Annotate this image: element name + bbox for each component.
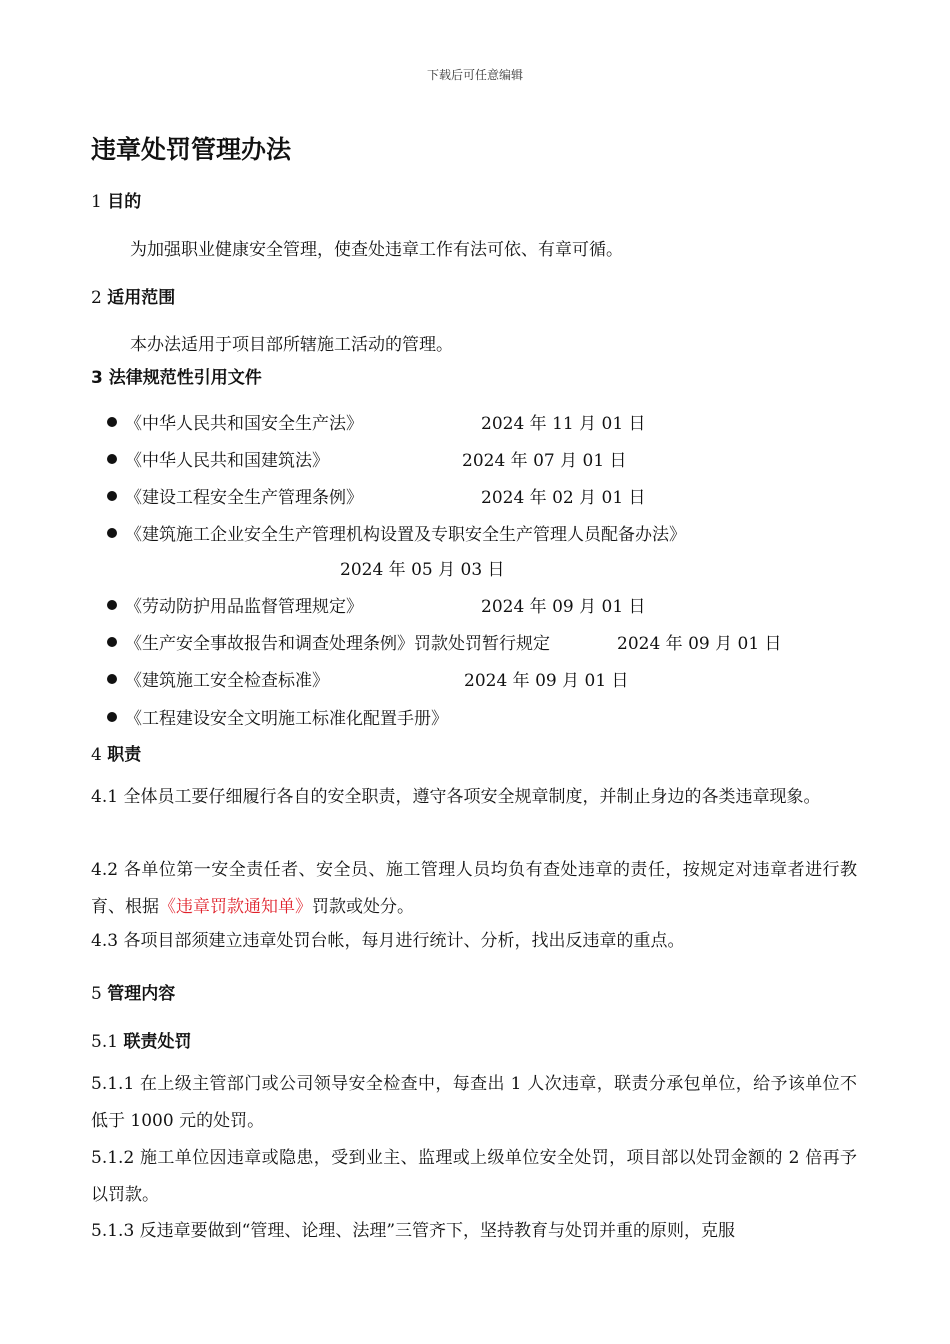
section-1-number: 1 [91, 192, 102, 212]
section-5-title: 管理内容 [107, 984, 176, 1004]
reference-date: 2024 年 09 月 01 日 [464, 671, 629, 691]
reference-name: 《劳动防护用品监督管理规定》 [125, 597, 363, 617]
paragraph-5-1-2: 5.1.2 施工单位因违章或隐患，受到业主、监理或上级单位安全处罚，项目部以处罚金额的 2 倍再予以罚款。 [91, 1148, 857, 1205]
paragraph-4-2-tail: 罚款或处分。 [312, 897, 414, 917]
reference-item [107, 520, 686, 580]
paragraph-4-3: 4.3 各项目部须建立违章处罚台帐，每月进行统计、分析，找出反违章的重点。 [91, 931, 685, 951]
penalty-notice-reference: 《违章罚款通知单》 [159, 897, 312, 917]
section-3-heading [91, 363, 262, 388]
section-5-1-title: 联责处罚 [123, 1032, 192, 1052]
reference-item [107, 446, 627, 471]
bullet-icon [107, 600, 117, 610]
reference-name: 《生产安全事故报告和调查处理条例》罚款处罚暂行规定 [125, 634, 550, 654]
section-5-number: 5 [91, 984, 102, 1004]
section-4-title: 职责 [107, 745, 142, 765]
section-4-heading [91, 740, 141, 765]
reference-name: 《工程建设安全文明施工标准化配置手册》 [125, 709, 448, 729]
section-5-1-number: 5.1 [91, 1032, 119, 1052]
section-3-title: 3 法律规范性引用文件 [91, 368, 262, 388]
section-4-number: 4 [91, 745, 102, 765]
paragraph-4-2-text: 4.2 各单位第一安全责任者、安全员、施工管理人员均负有查处违章的责任，按规定对违章者进行教育、根据 [91, 860, 858, 917]
reference-name: 《中华人民共和国安全生产法》 [125, 414, 363, 434]
section-2-heading [91, 283, 175, 308]
bullet-icon [107, 674, 117, 684]
paragraph-5-1-3: 5.1.3 反违章要做到“管理、论理、法理”三管齐下，坚持教育与处罚并重的原则，克服 [91, 1221, 736, 1241]
reference-date: 2024 年 02 月 01 日 [481, 488, 646, 508]
reference-name: 《建筑施工安全检查标准》 [125, 671, 329, 691]
bullet-icon [107, 637, 117, 647]
bullet-icon [107, 454, 117, 464]
reference-item [107, 704, 448, 729]
reference-name: 《建设工程安全生产管理条例》 [125, 488, 363, 508]
bullet-icon [107, 528, 117, 538]
paragraph-5-1-1: 5.1.1 在上级主管部门或公司领导安全检查中，每查出 1 人次违章，联责分承包单位，给予该单位不低于 1000 元的处罚。 [91, 1074, 857, 1131]
reference-item [107, 592, 646, 617]
reference-name: 《中华人民共和国建筑法》 [125, 451, 329, 471]
reference-item [107, 666, 629, 691]
page-header: 下载后可任意编辑 [426, 68, 523, 82]
section-1-heading [91, 187, 141, 212]
bullet-icon [107, 417, 117, 427]
reference-date: 2024 年 09 月 01 日 [481, 597, 646, 617]
reference-item [107, 483, 646, 508]
bullet-icon [107, 491, 117, 501]
reference-item [107, 629, 782, 654]
section-2-number: 2 [91, 288, 102, 308]
paragraph-4-1: 4.1 全体员工要仔细履行各自的安全职责，遵守各项安全规章制度，并制止身边的各类违章现象。 [91, 787, 821, 807]
paragraph-4-2 [91, 852, 857, 926]
section-5-heading [91, 979, 175, 1004]
reference-item [107, 409, 646, 434]
reference-date: 2024 年 09 月 01 日 [617, 634, 782, 654]
section-1-title: 目的 [107, 192, 142, 212]
section-2-title: 适用范围 [107, 288, 176, 308]
section-1-text: 为加强职业健康安全管理，使查处违章工作有法可依、有章可循。 [130, 240, 623, 260]
reference-name: 《建筑施工企业安全生产管理机构设置及专职安全生产管理人员配备办法》 [125, 525, 686, 545]
document-title: 违章处罚管理办法 [91, 135, 292, 164]
section-2-text: 本办法适用于项目部所辖施工活动的管理。 [130, 335, 453, 355]
bullet-icon [107, 712, 117, 722]
section-5-1-heading [91, 1027, 191, 1052]
reference-date: 2024 年 11 月 01 日 [481, 414, 646, 434]
reference-date: 2024 年 05 月 03 日 [340, 560, 505, 580]
reference-date: 2024 年 07 月 01 日 [462, 451, 627, 471]
